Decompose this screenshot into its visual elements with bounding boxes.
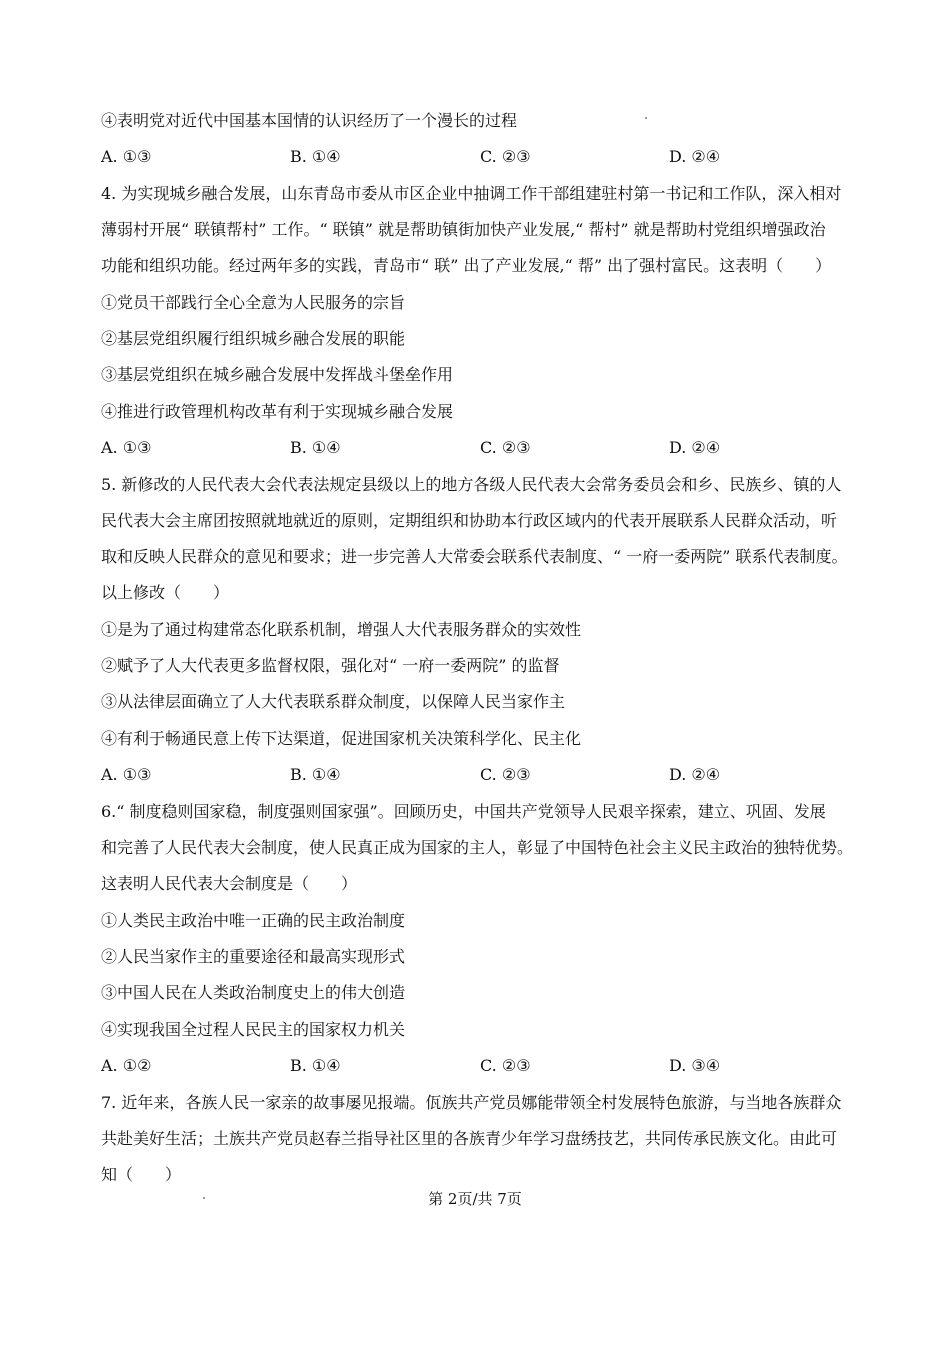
q6-choice-a[interactable]: A. ①②	[101, 1056, 152, 1075]
q6-stem-line-1: 6.“ 制度稳则国家稳，制度强则国家强”。回顾历史，中国共产党领导人民艰辛探索，建立、巩固、发展	[101, 802, 826, 821]
q5-option-3: ③从法律层面确立了人大代表联系群众制度，以保障人民当家作主	[101, 692, 566, 711]
q6-stem-line-2: 和完善了人民代表大会制度，使人民真正成为国家的主人，彰显了中国特色社会主义民主政治的独特优势。	[101, 838, 854, 857]
q6-stem-line-3: 这表明人民代表大会制度是（ ）	[101, 874, 358, 893]
q6-choice-d[interactable]: D. ③④	[669, 1056, 721, 1075]
q5-choice-b[interactable]: B. ①④	[290, 765, 341, 784]
q4-stem-line-1: 4. 为实现城乡融合发展，山东青岛市委从市区企业中抽调工作干部组建驻村第一书记和工作队，深入相对	[101, 184, 842, 203]
q3-choice-b[interactable]: B. ①④	[290, 147, 341, 166]
q5-choice-a[interactable]: A. ①③	[101, 765, 152, 784]
q7-stem-line-2: 共赴美好生活；土族共产党员赵春兰指导社区里的各族青少年学习盘绣技艺，共同传承民族文化。由此可	[101, 1129, 838, 1148]
q3-choice-c[interactable]: C. ②③	[480, 147, 531, 166]
q4-option-1: ①党员干部践行全心全意为人民服务的宗旨	[101, 293, 406, 312]
q4-option-2: ②基层党组织履行组织城乡融合发展的职能	[101, 329, 406, 348]
q4-choice-d[interactable]: D. ②④	[669, 438, 721, 457]
q5-stem-line-4: 以上修改（ ）	[101, 583, 230, 602]
q5-stem-line-3: 取和反映人民群众的意见和要求；进一步完善人大常委会联系代表制度、“ 一府一委两院” 联系代表制度。	[101, 547, 848, 566]
speck-mark	[645, 117, 647, 119]
q7-stem-line-1: 7. 近年来，各族人民一家亲的故事屡见报端。佤族共产党员娜能带领全村发展特色旅游，与当地各族群众	[101, 1093, 842, 1112]
q4-choice-a[interactable]: A. ①③	[101, 438, 152, 457]
q4-option-3: ③基层党组织在城乡融合发展中发挥战斗堡垒作用	[101, 365, 454, 384]
q5-option-4: ④有利于畅通民意上传下达渠道，促进国家机关决策科学化、民主化	[101, 729, 582, 748]
q5-option-1: ①是为了通过构建常态化联系机制，增强人大代表服务群众的实效性	[101, 620, 582, 639]
q6-choice-b[interactable]: B. ①④	[290, 1056, 341, 1075]
q5-stem-line-2: 民代表大会主席团按照就地就近的原则，定期组织和协助本行政区域内的代表开展联系人民群众活动，听	[101, 511, 838, 530]
q4-option-4: ④推进行政管理机构改革有利于实现城乡融合发展	[101, 402, 454, 421]
q7-stem-line-3: 知（ ）	[101, 1165, 182, 1184]
q6-option-3: ③中国人民在人类政治制度史上的伟大创造	[101, 983, 406, 1002]
q3-option-4: ④表明党对近代中国基本国情的认识经历了一个漫长的过程	[101, 111, 518, 130]
q4-stem-line-2: 薄弱村开展“ 联镇帮村” 工作。“ 联镇” 就是帮助镇街加快产业发展,“ 帮村” 就是帮助村党组织增强政治	[101, 220, 826, 239]
q5-choice-d[interactable]: D. ②④	[669, 765, 721, 784]
q6-choice-c[interactable]: C. ②③	[480, 1056, 531, 1075]
q6-option-4: ④实现我国全过程人民民主的国家权力机关	[101, 1020, 406, 1039]
q6-option-1: ①人类民主政治中唯一正确的民主政治制度	[101, 911, 406, 930]
q5-choice-c[interactable]: C. ②③	[480, 765, 531, 784]
q6-option-2: ②人民当家作主的重要途径和最高实现形式	[101, 947, 406, 966]
q5-option-2: ②赋予了人大代表更多监督权限，强化对“ 一府一委两院” 的监督	[101, 656, 560, 675]
q5-stem-line-1: 5. 新修改的人民代表大会代表法规定县级以上的地方各级人民代表大会常务委员会和乡、民族乡、镇的人	[101, 475, 842, 494]
q4-stem-line-3: 功能和组织功能。经过两年多的实践，青岛市“ 联” 出了产业发展,“ 帮” 出了强村富民。这表明（ ）	[101, 256, 832, 275]
q3-choice-d[interactable]: D. ②④	[669, 147, 721, 166]
q4-choice-b[interactable]: B. ①④	[290, 438, 341, 457]
page-footer: 第 2页/共 7页	[428, 1190, 522, 1208]
q3-choice-a[interactable]: A. ①③	[101, 147, 152, 166]
q4-choice-c[interactable]: C. ②③	[480, 438, 531, 457]
